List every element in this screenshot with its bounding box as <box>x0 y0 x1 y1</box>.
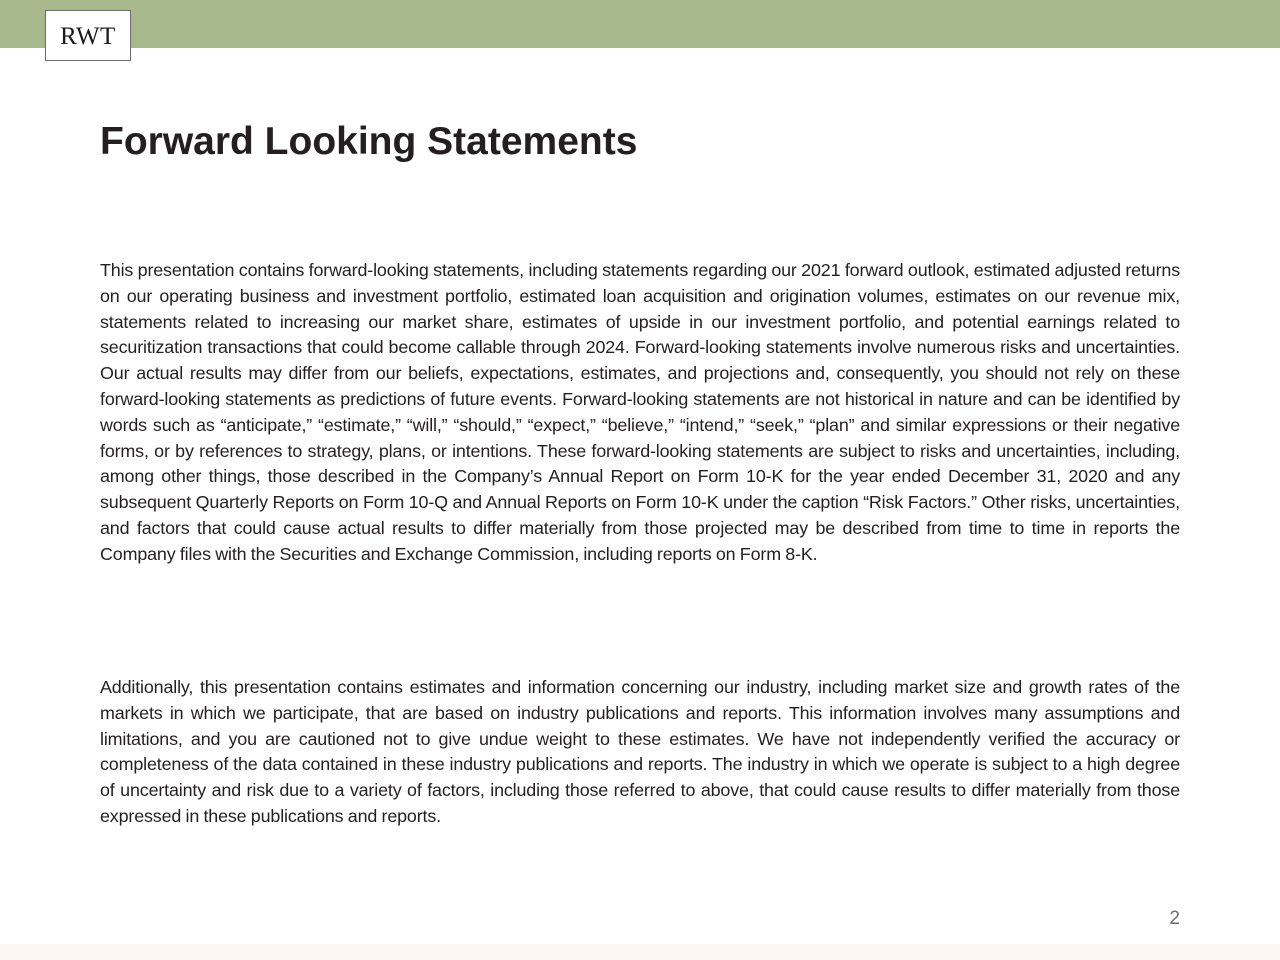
logo-text: RWT <box>60 23 116 50</box>
footer-band <box>0 944 1280 960</box>
page-number: 2 <box>1169 908 1180 929</box>
disclaimer-paragraph-1: This presentation contains forward-looking statements, including statements regarding our 2021 forward outlook, estimated adjusted returns on our operating business and investment portfolio, estimated loan acquisition and origination volumes, estimates on our revenue mix, statements related to increasing our market share, estimates of upside in our investment portfolio, and potential earnings related to securitization transactions that could become callable through 2024. Forward-looking statements involve numerous risks and uncertainties. Our actual results may differ from our beliefs, expectations, estimates, and projections and, consequently, you should not rely on these forward-looking statements as predictions of future events. Forward-looking statements are not historical in nature and can be identified by words such as “anticipate,” “estimate,” “will,” “should,” “expect,” “believe,” “intend,” “seek,” “plan” and similar expressions or their negative forms, or by references to strategy, plans, or intentions. These forward-looking statements are subject to risks and uncertainties, including, among other things, those described in the Company’s Annual Report on Form 10-K for the year ended December 31, 2020 and any subsequent Quarterly Reports on Form 10-Q and Annual Reports on Form 10-K under the caption “Risk Factors.” Other risks, uncertainties, and factors that could cause actual results to differ materially from those projected may be described from time to time in reports the Company files with the Securities and Exchange Commission, including reports on Form 8-K. <box>100 260 1180 564</box>
page-title: Forward Looking Statements <box>100 120 638 163</box>
disclaimer-paragraph-2: Additionally, this presentation contains estimates and information concerning our industry, including market size and growth rates of the markets in which we participate, that are based on industry publications and reports. This information involves many assumptions and limitations, and you are cautioned not to give undue weight to these estimates. We have not independently verified the accuracy or completeness of the data contained in these industry publications and reports. The industry in which we operate is subject to a high degree of uncertainty and risk due to a variety of factors, including those referred to above, that could cause results to differ materially from those expressed in these publications and reports. <box>100 677 1180 826</box>
header-band <box>0 0 1280 48</box>
company-logo <box>45 10 131 61</box>
